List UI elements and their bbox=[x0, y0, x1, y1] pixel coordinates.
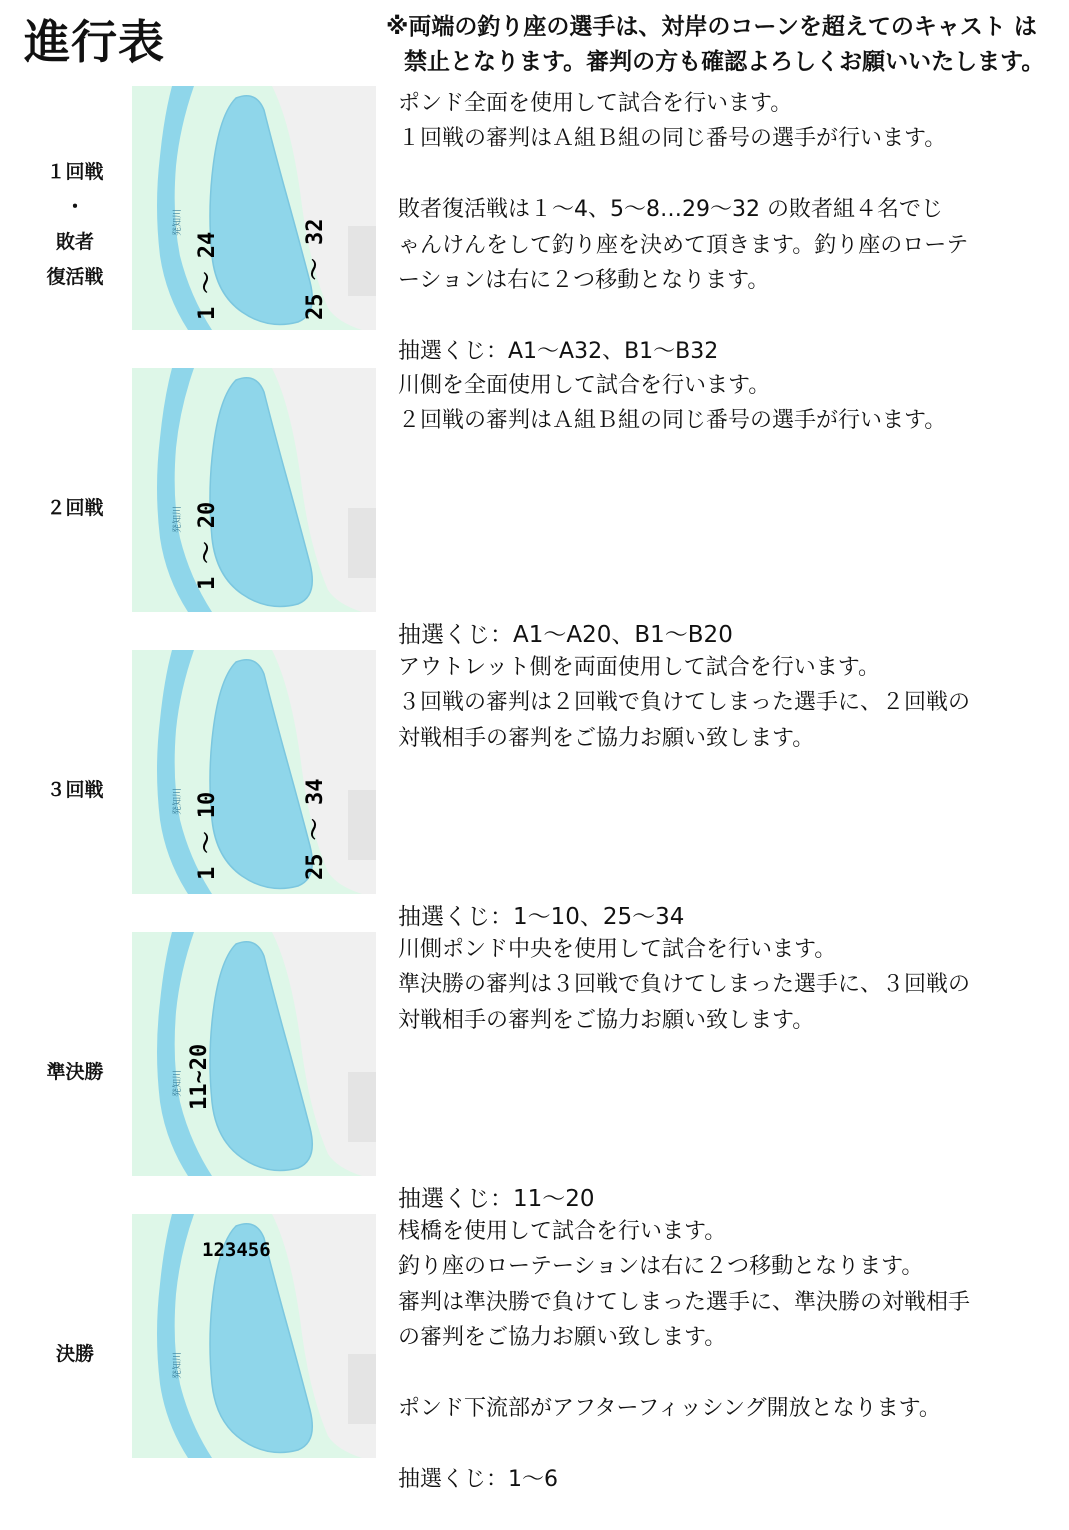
map-label-seats: 123456 bbox=[202, 1239, 271, 1261]
map-label-seats-left: 1 ～ 24 bbox=[195, 231, 220, 320]
pond-map-final bbox=[132, 1214, 376, 1458]
round-label-final: 決勝 bbox=[55, 1343, 94, 1365]
svg-text:発知川: 発知川 bbox=[173, 505, 183, 533]
lottery-round-2: 抽選くじ：A1〜A20、B1〜B20 bbox=[398, 622, 733, 648]
pond-map-semifinal bbox=[132, 932, 376, 1176]
lottery-round-3: 抽選くじ：1〜10、25〜34 bbox=[398, 904, 685, 930]
map-label-seats: 11~20 bbox=[187, 1043, 212, 1110]
map-label-seats-right: 25 ～ 34 bbox=[303, 778, 328, 880]
map-label-seats: 1 ～ 20 bbox=[195, 501, 220, 590]
notice-line-2: 禁止となります。審判の方も確認よろしくお願いいたします。 bbox=[404, 49, 1045, 75]
round-desc-2: 川側を全面使用して試合を行います。 ２回戦の審判はＡ組Ｂ組の同じ番号の選手が行います。 bbox=[398, 373, 947, 434]
pond-map-round-2 bbox=[132, 368, 376, 612]
map-label-seats-right: 25 ～ 32 bbox=[303, 218, 328, 320]
lottery-round-1: 抽選くじ：A1〜A32、B1〜B32 bbox=[398, 338, 719, 364]
lottery-final: 抽選くじ：1〜6 bbox=[398, 1466, 558, 1492]
pond-map-round-3 bbox=[132, 650, 376, 894]
svg-text:発知川: 発知川 bbox=[173, 787, 183, 815]
round-desc-semifinal: 川側ポンド中央を使用して試合を行います。 準決勝の審判は３回戦で負けてしまった選手に、３回戦の 対戦相手の審判をご協力お願い致します。 bbox=[398, 937, 971, 1033]
notice-line-1: ※両端の釣り座の選手は、対岸のコーンを超えてのキャスト は bbox=[386, 14, 1037, 40]
svg-text:発知川: 発知川 bbox=[173, 1069, 183, 1097]
round-label-2: ２回戦 bbox=[46, 497, 104, 519]
notice-text bbox=[386, 10, 1066, 80]
round-label-3: ３回戦 bbox=[46, 779, 104, 801]
page-title: 進行表 bbox=[24, 15, 165, 69]
svg-text:発知川: 発知川 bbox=[173, 1351, 183, 1379]
map-label-seats-left: 1 ～ 10 bbox=[195, 791, 220, 880]
round-desc-1: ポンド全面を使用して試合を行います。 １回戦の審判はＡ組Ｂ組の同じ番号の選手が行います。 敗者復活戦は１〜4、5〜8…29〜32 の敗者組４名でじ ゃんけんをして釣り座を決めて頂きます。釣り座のローテ ーションは右に２つ移動となります。 抽選くじ：A1〜A32、B1〜B32 bbox=[398, 86, 1048, 369]
round-label-1: １回戦 ・ 敗者 復活戦 bbox=[46, 161, 104, 288]
round-label-semifinal: 準決勝 bbox=[46, 1061, 104, 1083]
round-desc-3: アウトレット側を両面使用して試合を行います。 ３回戦の審判は２回戦で負けてしまった選手に、２回戦の 対戦相手の審判をご協力お願い致します。 bbox=[398, 655, 971, 751]
round-desc-final: 桟橋を使用して試合を行います。 釣り座のローテーションは右に２つ移動となります。 審判は準決勝で負けてしまった選手に、準決勝の対戦相手 の審判をご協力お願い致します。 ポンド下流部がアフターフィッシング開放となります。 抽選くじ：1〜6 bbox=[398, 1214, 1048, 1497]
svg-text:発知川: 発知川 bbox=[173, 208, 183, 236]
lottery-semifinal: 抽選くじ：11〜20 bbox=[398, 1186, 595, 1212]
pond-map-round-1 bbox=[132, 86, 376, 330]
